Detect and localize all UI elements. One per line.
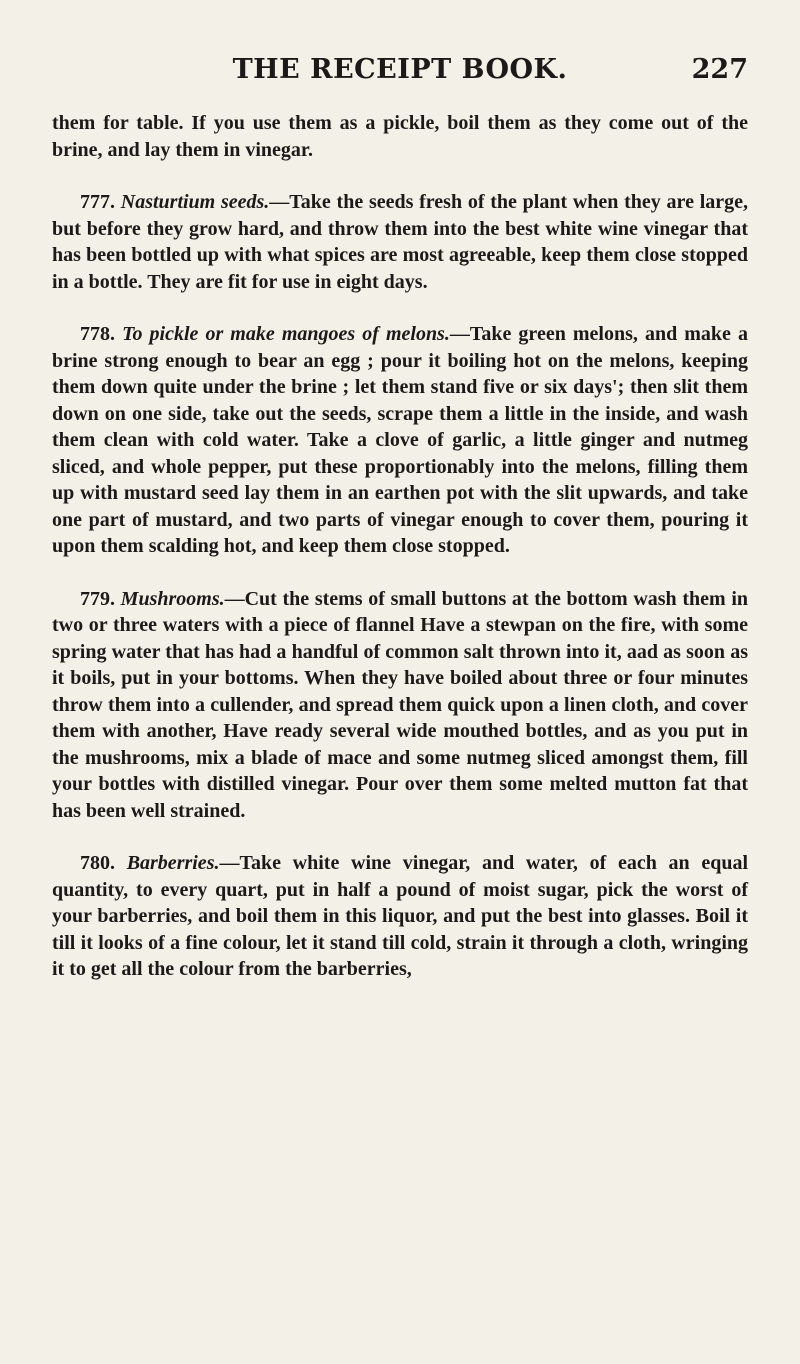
recipe-title: Barberries. [126,852,220,874]
recipe-title: Mushrooms. [120,587,225,610]
recipe-text: —Take the seeds fresh of the plant when they are large, but before they grow hard, and throw them into the best white wine vinegar that has been bottled up with what spices are most agreeable, keep them close stopped in a bottle. They are fit for use in eight days. [52,191,748,293]
running-title: THE RECEIPT BOOK. [232,54,568,85]
recipe-title: To pickle or make mangoes of melons. [122,323,450,345]
recipe-780 [52,850,748,983]
running-head [52,48,748,88]
recipe-number: 780. [80,852,115,874]
recipe-number: 779. [80,587,115,610]
page-number: 227 [691,54,748,85]
recipe-number: 778. [80,323,115,345]
recipe-text: —Cut the stems of small buttons at the bottom wash them in two or three waters with a piece of flannel Have a stewpan on the fire, with some spring water that has had a handful of common salt thrown into it, aad as soon as it boils, put in your bottoms. When they have boiled about three or four minutes throw them into a cullender, and spread them quick upon a linen cloth, and cover them with another, Have ready several wide mouthed bottles, and as you put in the mushrooms, mix a blade of mace and some nutmeg sliced amongst them, fill your bottles with distilled vinegar. Pour over them some melted mutton fat that has been well strained. [52,587,748,822]
recipe-778 [52,321,748,560]
recipe-779 [52,586,748,825]
recipe-777 [52,189,748,295]
recipe-text: —Take green melons, and make a brine strong enough to bear an egg ; pour it boiling hot on the melons, keeping them down quite under the brine ; let them stand five or six days'; then slit them down on one side, take out the seeds, scrape them a little in the inside, and wash them clean with cold water. Take a clove of garlic, a little ginger and nutmeg sliced, and whole pepper, put these proportionably into the melons, filling them up with mustard seed lay them in an earthen pot with the slit upwards, and take one part of mustard, and two parts of vinegar enough to cover them, pouring it upon them scalding hot, and keep them close stopped. [52,323,749,557]
recipe-title: Nasturtium seeds. [120,191,270,213]
recipe-number: 777. [80,191,115,213]
recipe-text: —Take white wine vinegar, and water, of each an equal quantity, to every quart, put in half a pound of moist sugar, pick the worst of your barberries, and boil them in this liquor, and put the best into glasses. Boil it till it looks of a fine colour, let it stand till cold, strain it through a cloth, wringing it to get all the colour from the barberries, [52,852,748,980]
continuation-paragraph: them for table. If you use them as a pickle, boil them as they come out of the brine, and lay them in vinegar. [52,112,748,161]
page-content [52,110,748,983]
